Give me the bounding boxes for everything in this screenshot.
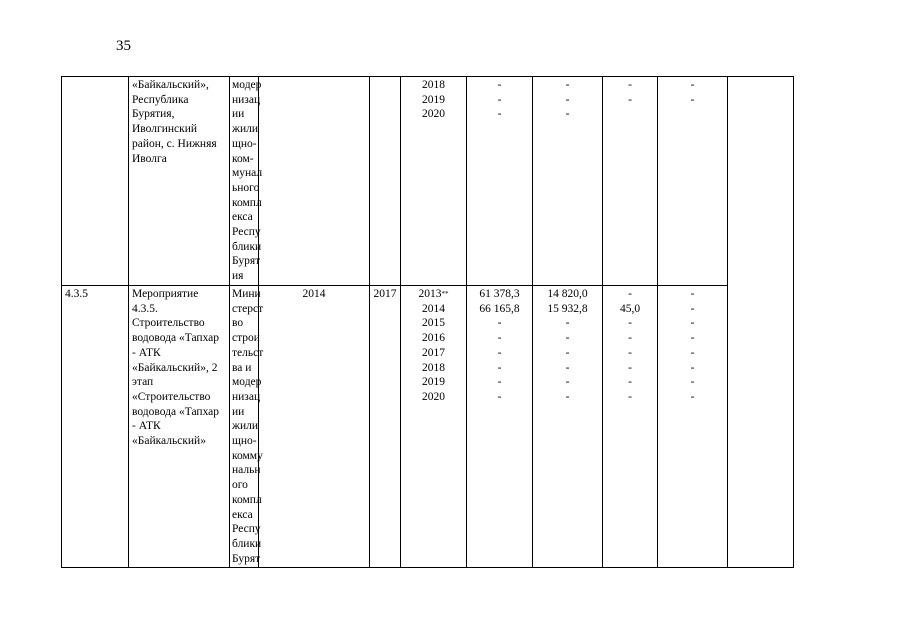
cell-line: - [565,93,570,106]
cell-line: екса [232,508,253,521]
cell-line: 2017 [422,346,445,359]
cell-line: 2015 [422,317,445,330]
cell-line: 2019 [422,376,445,389]
first-year: 2013** [418,288,449,300]
cell-line: «Байкальский» [132,435,206,448]
cell-line: ого [232,479,248,492]
years-cell [401,77,467,286]
cell-line: Мини [232,288,261,300]
cell-line: - [497,108,502,121]
executor-cell [230,77,263,286]
code-cell [62,77,129,286]
value-2-cell [533,286,603,568]
cell-line: Респу [232,523,261,536]
cell-line: - [628,361,632,374]
cell-line: компл [232,196,262,209]
start-year-cell [259,77,370,286]
cell-line: - [628,93,632,106]
cell-line: этап [132,376,154,389]
cell-line: низац [232,93,261,106]
cell-line: - [628,390,632,403]
cell-line: ва и [232,361,252,374]
cell-line: блики [232,537,262,550]
cell-line: - [497,332,502,345]
name-cell [129,77,230,286]
cell-line: компл [232,493,262,506]
cell-line: - [628,79,632,91]
cell-line: Строительство [132,317,205,330]
cell-line: - [690,332,695,345]
cell-line: строи [232,332,260,345]
cell-line: - [497,376,502,389]
last-cell [728,77,794,568]
cell-line: - [690,361,695,374]
value-3-cell [603,286,658,568]
cell-line: 14 820,0 [547,288,588,300]
cell-line: - [628,332,632,345]
cell-line: - АТК [132,420,161,433]
cell-line: низац [232,390,261,403]
cell-line: - [690,346,695,359]
cell-line: мунал [232,167,263,180]
cell-line: - [690,317,695,330]
cell-line: - [565,361,570,374]
table-row [62,286,794,568]
footnote-mark: ** [441,290,449,298]
cell-line: Республика [132,93,189,106]
executor-cell [230,286,264,568]
cell-line: Иволга [132,152,167,165]
value-1-cell [467,77,533,286]
cell-line: екса [232,211,253,224]
cell-line: - [565,317,570,330]
cell-line: 2020 [422,390,445,403]
cell-line: район, с. Нижняя [132,137,217,150]
cell-line: модер [232,79,262,91]
cell-line: - [565,108,570,121]
cell-line: ия [232,270,244,283]
cell-line: Респу [232,226,261,239]
cell-line: жили [232,123,258,136]
end-year-cell [370,77,401,286]
code-cell: 4.3.5 [62,286,129,568]
cell-line: «Байкальский», 2 [132,361,218,374]
cell-line: модер [232,376,262,389]
cell-line: комму [232,449,263,462]
cell-line: водовода «Тапхар [132,332,220,345]
name-cell [129,286,230,568]
cell-line: - [628,346,632,359]
cell-line: - [497,317,502,330]
cell-line: ии [232,405,245,418]
cell-line: водовода «Тапхар [132,405,220,418]
cell-line: «Строительство [132,390,211,403]
cell-line: 2020 [422,108,445,121]
cell-line: 2019 [422,93,445,106]
cell-line: - [690,302,695,315]
cell-line: 4.3.5. [132,302,158,315]
cell-line: - [497,390,502,403]
cell-line: Бурят [232,552,261,565]
cell-line: «Байкальский», [132,79,209,91]
cell-line: - [565,332,570,345]
cell-line: 2018 [422,361,445,374]
cell-line: 66 165,8 [479,302,520,315]
cell-line: - [565,376,570,389]
cell-line: - [628,376,632,389]
cell-line: - [690,376,695,389]
cell-line: Мероприятие [132,288,199,300]
cell-line: 2018 [422,79,445,91]
cell-line: Иволгинский [132,123,198,136]
cell-line: 61 378,3 [479,288,520,300]
cell-line: жили [232,420,258,433]
cell-line: - [497,361,502,374]
program-table [61,76,794,568]
value-4-cell [658,77,728,286]
cell-line: - [497,79,502,91]
cell-line: стерст [232,302,264,315]
cell-line: - [628,317,632,330]
cell-line: - [497,93,502,106]
cell-line: Бурятия, [132,108,175,121]
value-4-cell [658,286,728,568]
cell-line: - [565,390,570,403]
page-number: 35 [116,38,131,54]
cell-line: - [690,288,695,300]
cell-line: - [628,288,632,300]
cell-line: - [690,79,695,91]
cell-line: блики [232,240,262,253]
cell-line: тельст [232,346,264,359]
value-1-cell [467,286,533,568]
cell-line: - [690,93,695,106]
end-year-cell: 2017 [370,286,401,568]
cell-line: - АТК [132,346,161,359]
cell-line: ии [232,108,245,121]
cell-line: 15 932,8 [547,302,588,315]
cell-line: во [232,317,244,330]
cell-line: ьного [232,181,260,194]
cell-line: 2014 [422,302,445,315]
cell-line: 45,0 [619,302,641,315]
cell-line: - [690,390,695,403]
value-3-cell [603,77,658,286]
cell-line: Бурят [232,255,261,268]
cell-line: щно- [232,435,257,448]
table-row [62,77,794,286]
cell-line: - [497,346,502,359]
cell-line: ком- [232,152,254,165]
cell-line: нальн [232,464,261,477]
cell-line: - [565,79,570,91]
value-2-cell [533,77,603,286]
years-list [404,302,463,405]
cell-line: щно- [232,137,257,150]
years-cell [401,286,467,568]
start-year-cell: 2014 [259,286,370,568]
cell-line: - [565,346,570,359]
cell-line: 2016 [422,332,445,345]
